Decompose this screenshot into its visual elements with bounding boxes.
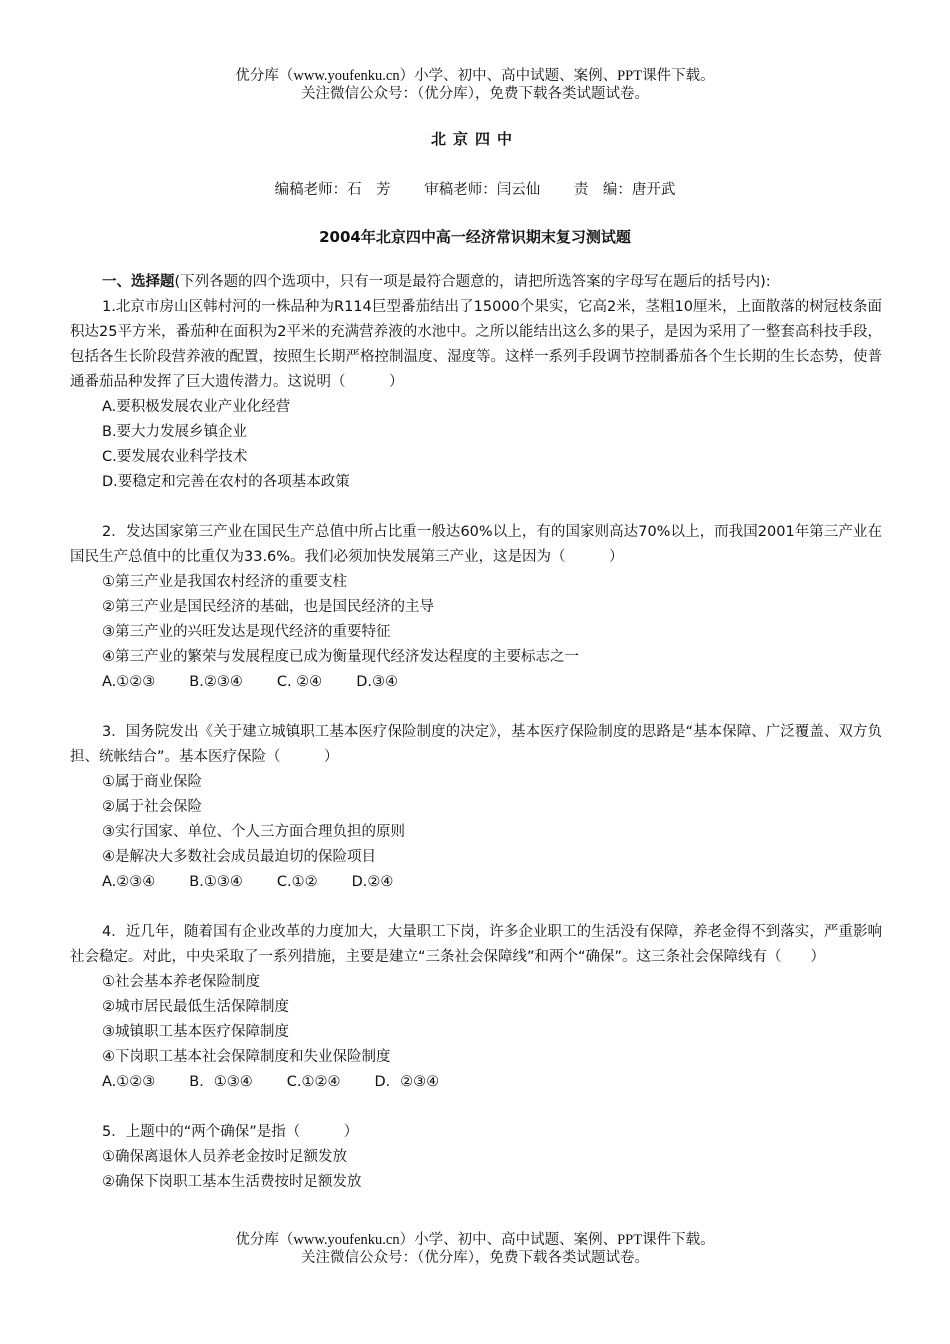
question-2-item-4: ④第三产业的繁荣与发展程度已成为衡量现代经济发达程度的主要标志之一 [102, 649, 579, 665]
question-4-option-d: D．②③④ [374, 1074, 440, 1090]
question-4-item-4: ④下岗职工基本社会保障制度和失业保险制度 [102, 1049, 391, 1065]
banner-line-1: 优分库（www.youfenku.cn）小学、初中、高中试题、案例、PPT课件下载。 [235, 1232, 715, 1248]
question-4-option-b: B．①③④ [189, 1074, 253, 1090]
question-3-option-b: B.①③④ [189, 874, 243, 890]
question-4-item-1: ①社会基本养老保险制度 [102, 974, 260, 990]
banner-line-2: 关注微信公众号：（优分库），免费下载各类试题试卷。 [301, 86, 649, 102]
banner-line-1: 优分库（www.youfenku.cn）小学、初中、高中试题、案例、PPT课件下载。 [235, 68, 715, 84]
question-2-stem: 2．发达国家第三产业在国民生产总值中所占比重一般达60%以上，有的国家则高达70%以上，而我国2001年第三产业在国民生产总值中的比重仅为33.6%。我们必须加快发展第三产业，这是因为（ ） [70, 524, 882, 565]
question-1-choice-d: D.要稳定和完善在农村的各项基本政策 [102, 474, 350, 490]
section-instruction: (下列各题的四个选项中，只有一项是最符合题意的，请把所选答案的字母写在题后的括号内): [174, 274, 771, 290]
question-5-stem: 5．上题中的“两个确保”是指（ ） [102, 1124, 359, 1140]
question-3-item-1: ①属于商业保险 [102, 774, 202, 790]
question-3-item-3: ③实行国家、单位、个人三方面合理负担的原则 [102, 824, 405, 840]
question-2-item-2: ②第三产业是国民经济的基础，也是国民经济的主导 [102, 599, 434, 615]
editor-credits: 编稿老师：石 芳 审稿老师：闫云仙 责 编：唐开武 [274, 182, 676, 198]
question-4-options [70, 1070, 882, 1095]
question-3-options [70, 870, 882, 895]
question-4-option-a: A.①②③ [102, 1074, 156, 1090]
question-1-choice-a: A.要积极发展农业产业化经营 [102, 399, 291, 415]
school-name: 北京四中 [430, 130, 519, 148]
question-2-option-a: A.①②③ [102, 674, 156, 690]
question-2-option-c: C. ②④ [276, 674, 323, 690]
question-4-option-c: C.①②④ [286, 1074, 341, 1090]
banner-line-2: 关注微信公众号：（优分库），免费下载各类试题试卷。 [301, 1250, 649, 1266]
question-2-item-3: ③第三产业的兴旺发达是现代经济的重要特征 [102, 624, 391, 640]
question-2-item-1: ①第三产业是我国农村经济的重要支柱 [102, 574, 347, 590]
exam-content [70, 270, 882, 1195]
question-1-choice-c: C.要发展农业科学技术 [102, 449, 248, 465]
question-3-stem: 3．国务院发出《关于建立城镇职工基本医疗保险制度的决定》，基本医疗保险制度的思路是“基本保障、广泛覆盖、双方负担、统帐结合”。基本医疗保险（ ） [70, 724, 882, 765]
top-banner [0, 67, 950, 103]
question-1-stem: 1.北京市房山区韩村河的一株品种为R114巨型番茄结出了15000个果实，它高2米，茎粗10厘米，上面散落的树冠枝条面积达25平方米，番茄种在面积为2平米的充满营养液的水池中。之所以能结出这么多的果子，是因为采用了一整套高科技手段，包括各生长阶段营养液的配置，按照生长期严格控制温度、湿度等。这样一系列手段调节控制番茄各个生长期的生长态势，使普通番茄品种发挥了巨大遗传潜力。这说明（ ） [70, 299, 882, 390]
question-2-option-b: B.②③④ [189, 674, 243, 690]
question-3-option-d: D.②④ [351, 874, 394, 890]
question-3-option-c: C.①② [276, 874, 318, 890]
question-3-option-a: A.②③④ [102, 874, 156, 890]
question-1-choice-b: B.要大力发展乡镇企业 [102, 424, 248, 440]
question-2-options [70, 670, 882, 695]
question-2-option-d: D.③④ [356, 674, 398, 690]
question-4-item-2: ②城市居民最低生活保障制度 [102, 999, 289, 1015]
section-heading [70, 270, 882, 295]
exam-title: 2004年北京四中高一经济常识期末复习测试题 [319, 228, 631, 246]
question-3-item-4: ④是解决大多数社会成员最迫切的保险项目 [102, 849, 376, 865]
bottom-banner [0, 1231, 950, 1267]
question-5-item-2: ②确保下岗职工基本生活费按时足额发放 [102, 1174, 362, 1190]
question-5-item-1: ①确保离退休人员养老金按时足额发放 [102, 1149, 347, 1165]
question-3-item-2: ②属于社会保险 [102, 799, 202, 815]
question-4-item-3: ③城镇职工基本医疗保障制度 [102, 1024, 289, 1040]
question-4-stem: 4．近几年，随着国有企业改革的力度加大，大量职工下岗，许多企业职工的生活没有保障，养老金得不到落实，严重影响社会稳定。对此，中央采取了一系列措施，主要是建立“三条社会保障线”和两个“确保”。这三条社会保障线有（ ） [70, 924, 882, 965]
section-title: 一、选择题 [102, 274, 175, 290]
